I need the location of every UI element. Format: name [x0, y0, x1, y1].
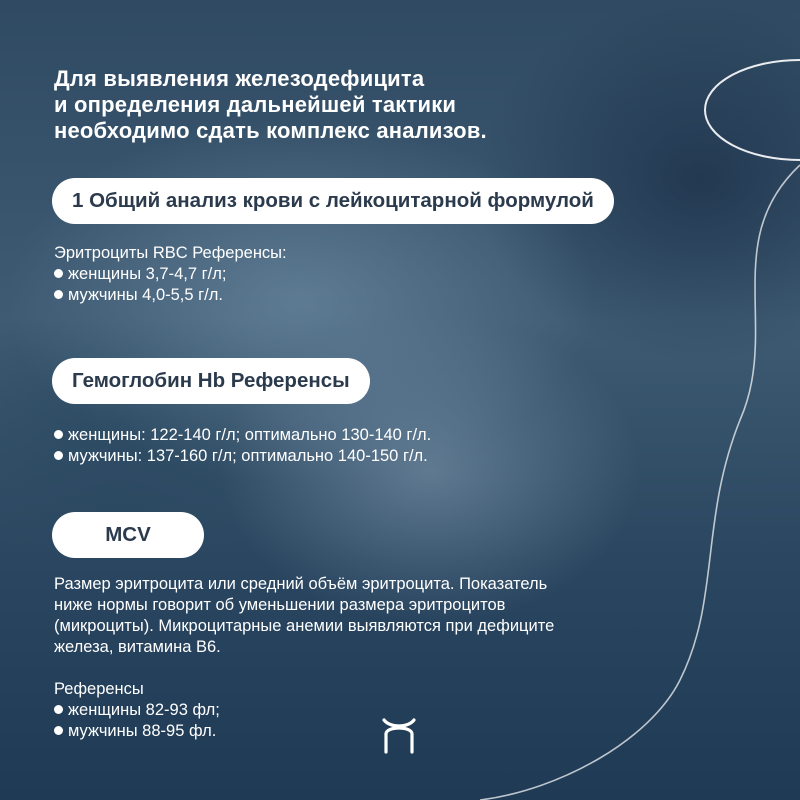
- section-cbc-body: [54, 243, 287, 306]
- list-item: женщины: 122-140 г/л; оптимально 130-140 г/л.: [54, 425, 431, 446]
- section-cbc-subtitle: Эритроциты RBC Референсы:: [54, 244, 287, 262]
- section-title-mcv: MCV: [52, 512, 204, 558]
- list-item: мужчины 88-95 фл.: [54, 721, 744, 742]
- section-title-hemoglobin: Гемоглобин Hb Референсы: [52, 358, 370, 404]
- list-item: мужчины: 137-160 г/л; оптимально 140-150 г/л.: [54, 446, 431, 467]
- mcv-description: [54, 574, 744, 658]
- mcv-description-line: Размер эритроцита или средний объём эритроцита. Показатель: [54, 575, 548, 593]
- section-hemoglobin-body: [54, 425, 431, 467]
- page-heading: [54, 66, 487, 144]
- heading-line-3: необходимо сдать комплекс анализов.: [54, 118, 487, 143]
- mcv-description-line: ниже нормы говорит об уменьшении размера эритроцитов: [54, 596, 506, 614]
- mcv-description-line: железа, витамина В6.: [54, 638, 221, 656]
- heading-line-1: Для выявления железодефицита: [54, 66, 425, 91]
- list-item: женщины 82-93 фл;: [54, 700, 744, 721]
- heading-line-2: и определения дальнейшей тактики: [54, 92, 457, 117]
- section-title-cbc: 1 Общий анализ крови с лейкоцитарной формулой: [52, 178, 614, 224]
- list-item: мужчины 4,0-5,5 г/л.: [54, 285, 287, 306]
- decorative-ellipse: [705, 60, 800, 160]
- mcv-description-line: (микроциты). Микроцитарные анемии выявляются при дефиците: [54, 617, 555, 635]
- list-item: женщины 3,7-4,7 г/л;: [54, 264, 287, 285]
- mcv-ref-label: Референсы: [54, 680, 144, 698]
- brand-logo-icon: [376, 712, 422, 758]
